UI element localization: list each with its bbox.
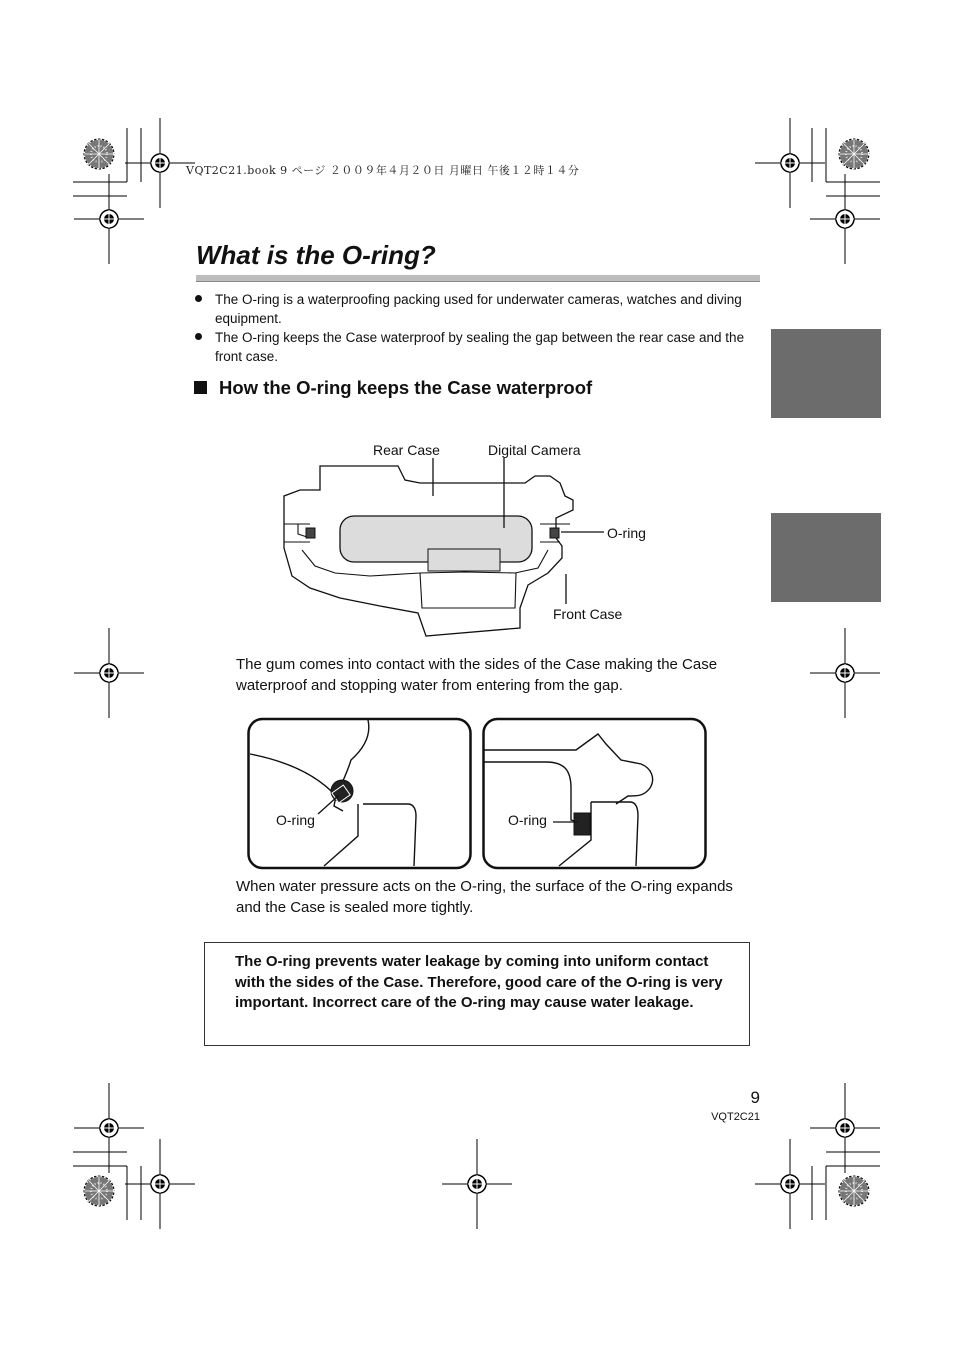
registration-star-icon	[84, 139, 114, 169]
side-tab-lower	[771, 513, 881, 602]
label-oring-right: O-ring	[508, 812, 547, 828]
label-rear-case: Rear Case	[373, 442, 440, 458]
intro-bullets	[194, 290, 754, 366]
closeup-panel-left	[249, 719, 471, 868]
section-heading	[194, 377, 592, 399]
label-oring-left: O-ring	[276, 812, 315, 828]
paragraph-water-pressure: When water pressure acts on the O-ring, the surface of the O-ring expands and the Case is sealed more tightly.	[236, 878, 733, 916]
label-digital-camera: Digital Camera	[488, 442, 581, 458]
oring-right-marker	[550, 528, 559, 538]
square-bullet-icon	[194, 381, 207, 394]
paragraph-gum-contact: The gum comes into contact with the sides of the Case making the Case waterproof and stopping water from entering from the gap.	[236, 656, 718, 694]
oring-closeup-diagrams	[246, 716, 708, 872]
title-rule	[196, 275, 760, 282]
registration-star-icon	[84, 1176, 114, 1206]
side-tab-upper	[771, 329, 881, 418]
page-title: What is the O-ring?	[196, 240, 436, 270]
registration-star-icon	[839, 139, 869, 169]
important-note-text: The O-ring prevents water leakage by coming into uniform contact with the sides of the Case. Therefore, good care of the O-ring is very important. Incorrect care of the O-ring may cause water leakage.	[235, 953, 723, 1011]
print-header: VQT2C21.book 9 ページ ２００９年４月２０日 月曜日 午後１２時１４分	[186, 164, 580, 177]
bullet-item: The O-ring is a waterproofing packing used for underwater cameras, watches and diving equipment.	[194, 290, 754, 328]
closeup-panel-right	[484, 719, 706, 868]
page-number: 9	[750, 1088, 760, 1107]
registration-star-icon	[839, 1176, 869, 1206]
oring-left-marker	[306, 528, 315, 538]
document-code: VQT2C21	[711, 1111, 760, 1123]
section-heading-text: How the O-ring keeps the Case waterproof	[219, 377, 593, 398]
bullet-item: The O-ring keeps the Case waterproof by sealing the gap between the rear case and the front case.	[194, 328, 754, 366]
label-oring: O-ring	[607, 525, 646, 541]
label-front-case: Front Case	[553, 606, 623, 622]
